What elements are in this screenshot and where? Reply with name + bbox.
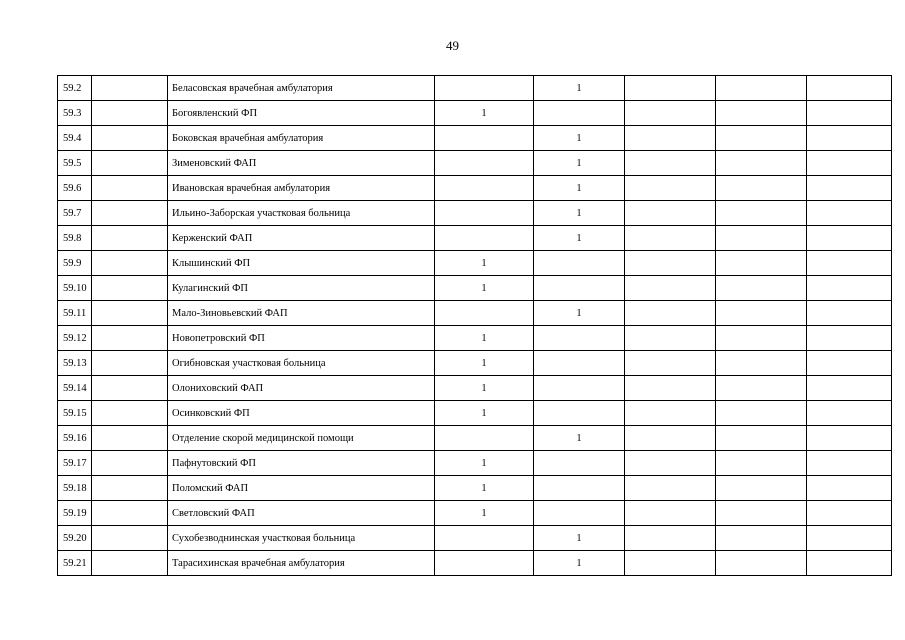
value-cell-e bbox=[807, 176, 892, 201]
row-number-cell: 59.17 bbox=[58, 451, 92, 476]
row-number-cell: 59.4 bbox=[58, 126, 92, 151]
facility-name-cell: Поломский ФАП bbox=[168, 476, 435, 501]
facility-name-cell: Клышинский ФП bbox=[168, 251, 435, 276]
code-cell bbox=[92, 126, 168, 151]
code-cell bbox=[92, 201, 168, 226]
value-cell-c bbox=[625, 276, 716, 301]
value-cell-a bbox=[435, 76, 534, 101]
value-cell-e bbox=[807, 451, 892, 476]
value-cell-b bbox=[534, 326, 625, 351]
value-cell-d bbox=[716, 226, 807, 251]
facility-name-cell: Светловский ФАП bbox=[168, 501, 435, 526]
value-cell-e bbox=[807, 426, 892, 451]
value-cell-a: 1 bbox=[435, 376, 534, 401]
value-cell-c bbox=[625, 326, 716, 351]
code-cell bbox=[92, 551, 168, 576]
table-row bbox=[58, 326, 892, 351]
value-cell-c bbox=[625, 151, 716, 176]
code-cell bbox=[92, 351, 168, 376]
value-cell-a bbox=[435, 526, 534, 551]
value-cell-a bbox=[435, 426, 534, 451]
value-cell-e bbox=[807, 126, 892, 151]
value-cell-a bbox=[435, 226, 534, 251]
row-number-cell: 59.10 bbox=[58, 276, 92, 301]
value-cell-c bbox=[625, 451, 716, 476]
row-number-cell: 59.12 bbox=[58, 326, 92, 351]
table-row bbox=[58, 401, 892, 426]
value-cell-e bbox=[807, 501, 892, 526]
code-cell bbox=[92, 276, 168, 301]
value-cell-b: 1 bbox=[534, 426, 625, 451]
value-cell-b bbox=[534, 376, 625, 401]
facility-name-cell: Кулагинский ФП bbox=[168, 276, 435, 301]
value-cell-a bbox=[435, 176, 534, 201]
table-row bbox=[58, 126, 892, 151]
value-cell-b: 1 bbox=[534, 226, 625, 251]
value-cell-e bbox=[807, 101, 892, 126]
value-cell-d bbox=[716, 451, 807, 476]
row-number-cell: 59.15 bbox=[58, 401, 92, 426]
value-cell-e bbox=[807, 376, 892, 401]
table-row bbox=[58, 501, 892, 526]
code-cell bbox=[92, 251, 168, 276]
code-cell bbox=[92, 451, 168, 476]
value-cell-c bbox=[625, 476, 716, 501]
value-cell-a bbox=[435, 126, 534, 151]
value-cell-b: 1 bbox=[534, 151, 625, 176]
value-cell-d bbox=[716, 126, 807, 151]
value-cell-d bbox=[716, 476, 807, 501]
row-number-cell: 59.19 bbox=[58, 501, 92, 526]
row-number-cell: 59.3 bbox=[58, 101, 92, 126]
value-cell-c bbox=[625, 351, 716, 376]
value-cell-a: 1 bbox=[435, 476, 534, 501]
table-row bbox=[58, 376, 892, 401]
code-cell bbox=[92, 76, 168, 101]
value-cell-c bbox=[625, 501, 716, 526]
value-cell-e bbox=[807, 201, 892, 226]
code-cell bbox=[92, 176, 168, 201]
value-cell-e bbox=[807, 276, 892, 301]
row-number-cell: 59.6 bbox=[58, 176, 92, 201]
table-row bbox=[58, 176, 892, 201]
value-cell-c bbox=[625, 126, 716, 151]
facility-name-cell: Ивановская врачебная амбулатория bbox=[168, 176, 435, 201]
value-cell-d bbox=[716, 501, 807, 526]
value-cell-a: 1 bbox=[435, 451, 534, 476]
value-cell-b: 1 bbox=[534, 176, 625, 201]
value-cell-d bbox=[716, 351, 807, 376]
value-cell-e bbox=[807, 301, 892, 326]
row-number-cell: 59.8 bbox=[58, 226, 92, 251]
row-number-cell: 59.9 bbox=[58, 251, 92, 276]
value-cell-b bbox=[534, 251, 625, 276]
value-cell-c bbox=[625, 251, 716, 276]
table-row bbox=[58, 451, 892, 476]
facility-name-cell: Новопетровский ФП bbox=[168, 326, 435, 351]
table-row bbox=[58, 276, 892, 301]
value-cell-b bbox=[534, 401, 625, 426]
table-row bbox=[58, 476, 892, 501]
value-cell-d bbox=[716, 151, 807, 176]
value-cell-d bbox=[716, 526, 807, 551]
value-cell-d bbox=[716, 251, 807, 276]
value-cell-e bbox=[807, 551, 892, 576]
table-row bbox=[58, 76, 892, 101]
value-cell-d bbox=[716, 101, 807, 126]
table-row bbox=[58, 301, 892, 326]
value-cell-e bbox=[807, 251, 892, 276]
row-number-cell: 59.20 bbox=[58, 526, 92, 551]
value-cell-d bbox=[716, 401, 807, 426]
value-cell-d bbox=[716, 376, 807, 401]
value-cell-b bbox=[534, 351, 625, 376]
value-cell-b bbox=[534, 476, 625, 501]
value-cell-a: 1 bbox=[435, 501, 534, 526]
code-cell bbox=[92, 301, 168, 326]
table-row bbox=[58, 351, 892, 376]
code-cell bbox=[92, 151, 168, 176]
value-cell-e bbox=[807, 351, 892, 376]
value-cell-c bbox=[625, 426, 716, 451]
facility-name-cell: Отделение скорой медицинской помощи bbox=[168, 426, 435, 451]
value-cell-e bbox=[807, 476, 892, 501]
value-cell-a: 1 bbox=[435, 326, 534, 351]
facility-name-cell: Тарасихинская врачебная амбулатория bbox=[168, 551, 435, 576]
value-cell-d bbox=[716, 76, 807, 101]
value-cell-b: 1 bbox=[534, 551, 625, 576]
table-row bbox=[58, 551, 892, 576]
value-cell-e bbox=[807, 326, 892, 351]
value-cell-c bbox=[625, 551, 716, 576]
value-cell-d bbox=[716, 201, 807, 226]
value-cell-a bbox=[435, 301, 534, 326]
value-cell-d bbox=[716, 176, 807, 201]
value-cell-c bbox=[625, 526, 716, 551]
code-cell bbox=[92, 501, 168, 526]
value-cell-c bbox=[625, 176, 716, 201]
code-cell bbox=[92, 376, 168, 401]
value-cell-a: 1 bbox=[435, 351, 534, 376]
facility-name-cell: Керженский ФАП bbox=[168, 226, 435, 251]
value-cell-b bbox=[534, 276, 625, 301]
table-row bbox=[58, 201, 892, 226]
value-cell-d bbox=[716, 426, 807, 451]
facility-name-cell: Ильино-Заборская участковая больница bbox=[168, 201, 435, 226]
table-row bbox=[58, 526, 892, 551]
value-cell-a bbox=[435, 151, 534, 176]
value-cell-b: 1 bbox=[534, 126, 625, 151]
value-cell-b bbox=[534, 451, 625, 476]
facility-name-cell: Осинковский ФП bbox=[168, 401, 435, 426]
value-cell-e bbox=[807, 76, 892, 101]
value-cell-b: 1 bbox=[534, 526, 625, 551]
row-number-cell: 59.11 bbox=[58, 301, 92, 326]
value-cell-b bbox=[534, 101, 625, 126]
value-cell-b bbox=[534, 501, 625, 526]
row-number-cell: 59.2 bbox=[58, 76, 92, 101]
table-row bbox=[58, 226, 892, 251]
facility-name-cell: Огибновская участковая больница bbox=[168, 351, 435, 376]
facility-name-cell: Мало-Зиновьевский ФАП bbox=[168, 301, 435, 326]
value-cell-a: 1 bbox=[435, 101, 534, 126]
table-row bbox=[58, 151, 892, 176]
facility-name-cell: Зименовский ФАП bbox=[168, 151, 435, 176]
code-cell bbox=[92, 526, 168, 551]
table-row bbox=[58, 426, 892, 451]
row-number-cell: 59.14 bbox=[58, 376, 92, 401]
value-cell-c bbox=[625, 401, 716, 426]
facility-name-cell: Олонихoвский ФАП bbox=[168, 376, 435, 401]
code-cell bbox=[92, 426, 168, 451]
code-cell bbox=[92, 476, 168, 501]
table-row bbox=[58, 101, 892, 126]
value-cell-c bbox=[625, 226, 716, 251]
value-cell-b: 1 bbox=[534, 301, 625, 326]
facility-name-cell: Сухобезводнинская участковая больница bbox=[168, 526, 435, 551]
value-cell-d bbox=[716, 551, 807, 576]
value-cell-c bbox=[625, 376, 716, 401]
facilities-table bbox=[57, 75, 892, 576]
value-cell-c bbox=[625, 101, 716, 126]
table-body bbox=[58, 76, 892, 576]
value-cell-e bbox=[807, 526, 892, 551]
value-cell-a: 1 bbox=[435, 276, 534, 301]
facility-name-cell: Пафнутовский ФП bbox=[168, 451, 435, 476]
facility-name-cell: Богоявленский ФП bbox=[168, 101, 435, 126]
row-number-cell: 59.16 bbox=[58, 426, 92, 451]
value-cell-d bbox=[716, 301, 807, 326]
value-cell-b: 1 bbox=[534, 76, 625, 101]
code-cell bbox=[92, 101, 168, 126]
value-cell-a bbox=[435, 551, 534, 576]
value-cell-b: 1 bbox=[534, 201, 625, 226]
code-cell bbox=[92, 401, 168, 426]
facility-name-cell: Беласовская врачебная амбулатория bbox=[168, 76, 435, 101]
code-cell bbox=[92, 326, 168, 351]
value-cell-c bbox=[625, 201, 716, 226]
facility-name-cell: Боковская врачебная амбулатория bbox=[168, 126, 435, 151]
row-number-cell: 59.7 bbox=[58, 201, 92, 226]
table-row bbox=[58, 251, 892, 276]
value-cell-a: 1 bbox=[435, 401, 534, 426]
value-cell-a: 1 bbox=[435, 251, 534, 276]
value-cell-c bbox=[625, 301, 716, 326]
row-number-cell: 59.18 bbox=[58, 476, 92, 501]
page-number: 49 bbox=[446, 38, 459, 53]
value-cell-e bbox=[807, 226, 892, 251]
row-number-cell: 59.5 bbox=[58, 151, 92, 176]
value-cell-e bbox=[807, 151, 892, 176]
row-number-cell: 59.21 bbox=[58, 551, 92, 576]
row-number-cell: 59.13 bbox=[58, 351, 92, 376]
value-cell-c bbox=[625, 76, 716, 101]
code-cell bbox=[92, 226, 168, 251]
value-cell-d bbox=[716, 326, 807, 351]
value-cell-a bbox=[435, 201, 534, 226]
value-cell-d bbox=[716, 276, 807, 301]
value-cell-e bbox=[807, 401, 892, 426]
